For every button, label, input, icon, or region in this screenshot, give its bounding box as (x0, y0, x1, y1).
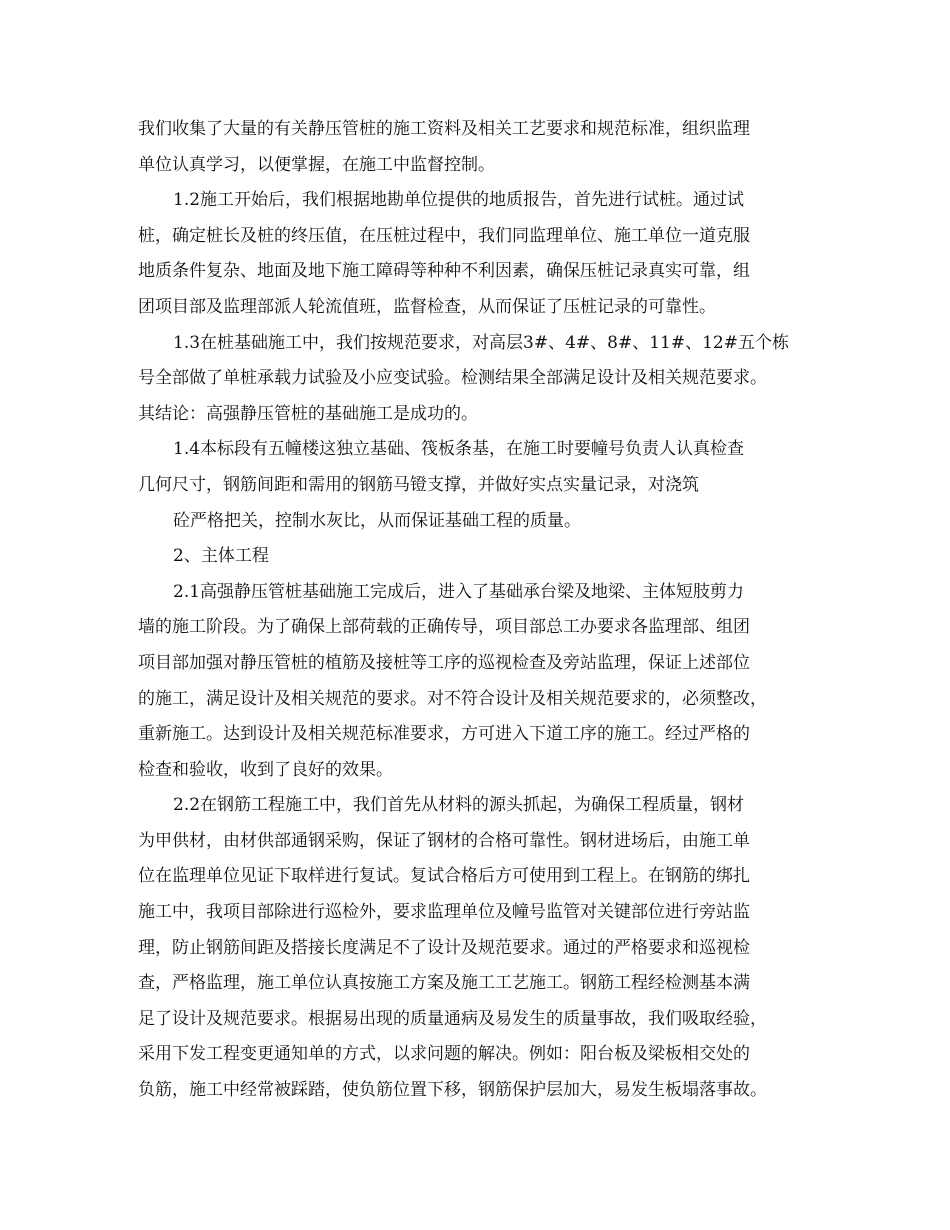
text-line: 1.4本标段有五幢楼这独立基础、筏板条基，在施工时要幢号负责人认真检查 (173, 439, 745, 460)
text-line: 的施工，满足设计及相关规范的要求。对不符合设计及相关规范要求的，必须整改， (138, 688, 767, 709)
text-line: 施工中，我项目部除进行巡检外，要求监理单位及幢号监管对关键部位进行旁站监 (138, 902, 750, 923)
text-line: 查，严格监理，施工单位认真按施工方案及施工工艺施工。钢筋工程经检测基本满 (138, 973, 750, 994)
text-line: 团项目部及监理部派人轮流值班，监督检查，从而保证了压桩记录的可靠性。 (138, 296, 716, 317)
text-line: 重新施工。达到设计及相关规范标准要求，方可进入下道工序的施工。经过严格的 (138, 724, 750, 745)
text-line: 号全部做了单桩承载力试验及小应变试验。检测结果全部满足设计及相关规范要求。 (138, 368, 767, 389)
text-line: 理，防止钢筋间距及搭接长度满足不了设计及规范要求。通过的严格要求和巡视检 (138, 937, 750, 958)
text-line: 1.2施工开始后，我们根据地勘单位提供的地质报告，首先进行试桩。通过试 (173, 190, 745, 211)
document-body (138, 112, 828, 1109)
text-line: 足了设计及规范要求。根据易出现的质量通病及易发生的质量事故，我们吸取经验， (138, 1008, 767, 1029)
text-line: 其结论：高强静压管桩的基础施工是成功的。 (138, 403, 478, 424)
text-line: 单位认真学习，以便掌握，在施工中监督控制。 (138, 154, 495, 175)
text-line: 地质条件复杂、地面及地下施工障碍等种种不利因素，确保压桩记录真实可靠，组 (138, 261, 750, 282)
text-line: 检查和验收，收到了良好的效果。 (138, 759, 393, 780)
text-line: 几何尺寸，钢筋间距和需用的钢筋马镫支撑，并做好实点实量记录，对浇筑 (138, 474, 699, 495)
text-line: 桩，确定桩长及桩的终压值，在压桩过程中，我们同监理单位、施工单位一道克服 (138, 225, 750, 246)
text-line: 采用下发工程变更通知单的方式，以求问题的解决。例如：阳台板及梁板相交处的 (138, 1044, 750, 1065)
text-line: 负筋，施工中经常被踩踏，使负筋位置下移，钢筋保护层加大，易发生板塌落事故。 (138, 1080, 767, 1101)
text-line: 2.1高强静压管桩基础施工完成后，进入了基础承台梁及地梁、主体短肢剪力 (173, 581, 745, 602)
text-line: 项目部加强对静压管桩的植筋及接桩等工序的巡视检查及旁站监理，保证上述部位 (138, 652, 750, 673)
text-line: 墙的施工阶段。为了确保上部荷载的正确传导，项目部总工办要求各监理部、组团 (138, 617, 750, 638)
text-line: 2.2在钢筋工程施工中，我们首先从材料的源头抓起，为确保工程质量，钢材 (173, 795, 745, 816)
text-line: 为甲供材，由材供部通钢采购，保证了钢材的合格可靠性。钢材进场后，由施工单 (138, 830, 750, 851)
text-line: 位在监理单位见证下取样进行复试。复试合格后方可使用到工程上。在钢筋的绑扎 (138, 866, 750, 887)
text-line: 1.3在桩基础施工中，我们按规范要求，对高层3#、4#、8#、11#、12#五个栋 (173, 332, 789, 353)
text-line: 2、主体工程 (173, 546, 269, 567)
text-line: 我们收集了大量的有关静压管桩的施工资料及相关工艺要求和规范标准，组织监理 (138, 119, 750, 139)
text-line: 砼严格把关，控制水灰比，从而保证基础工程的质量。 (173, 510, 581, 531)
